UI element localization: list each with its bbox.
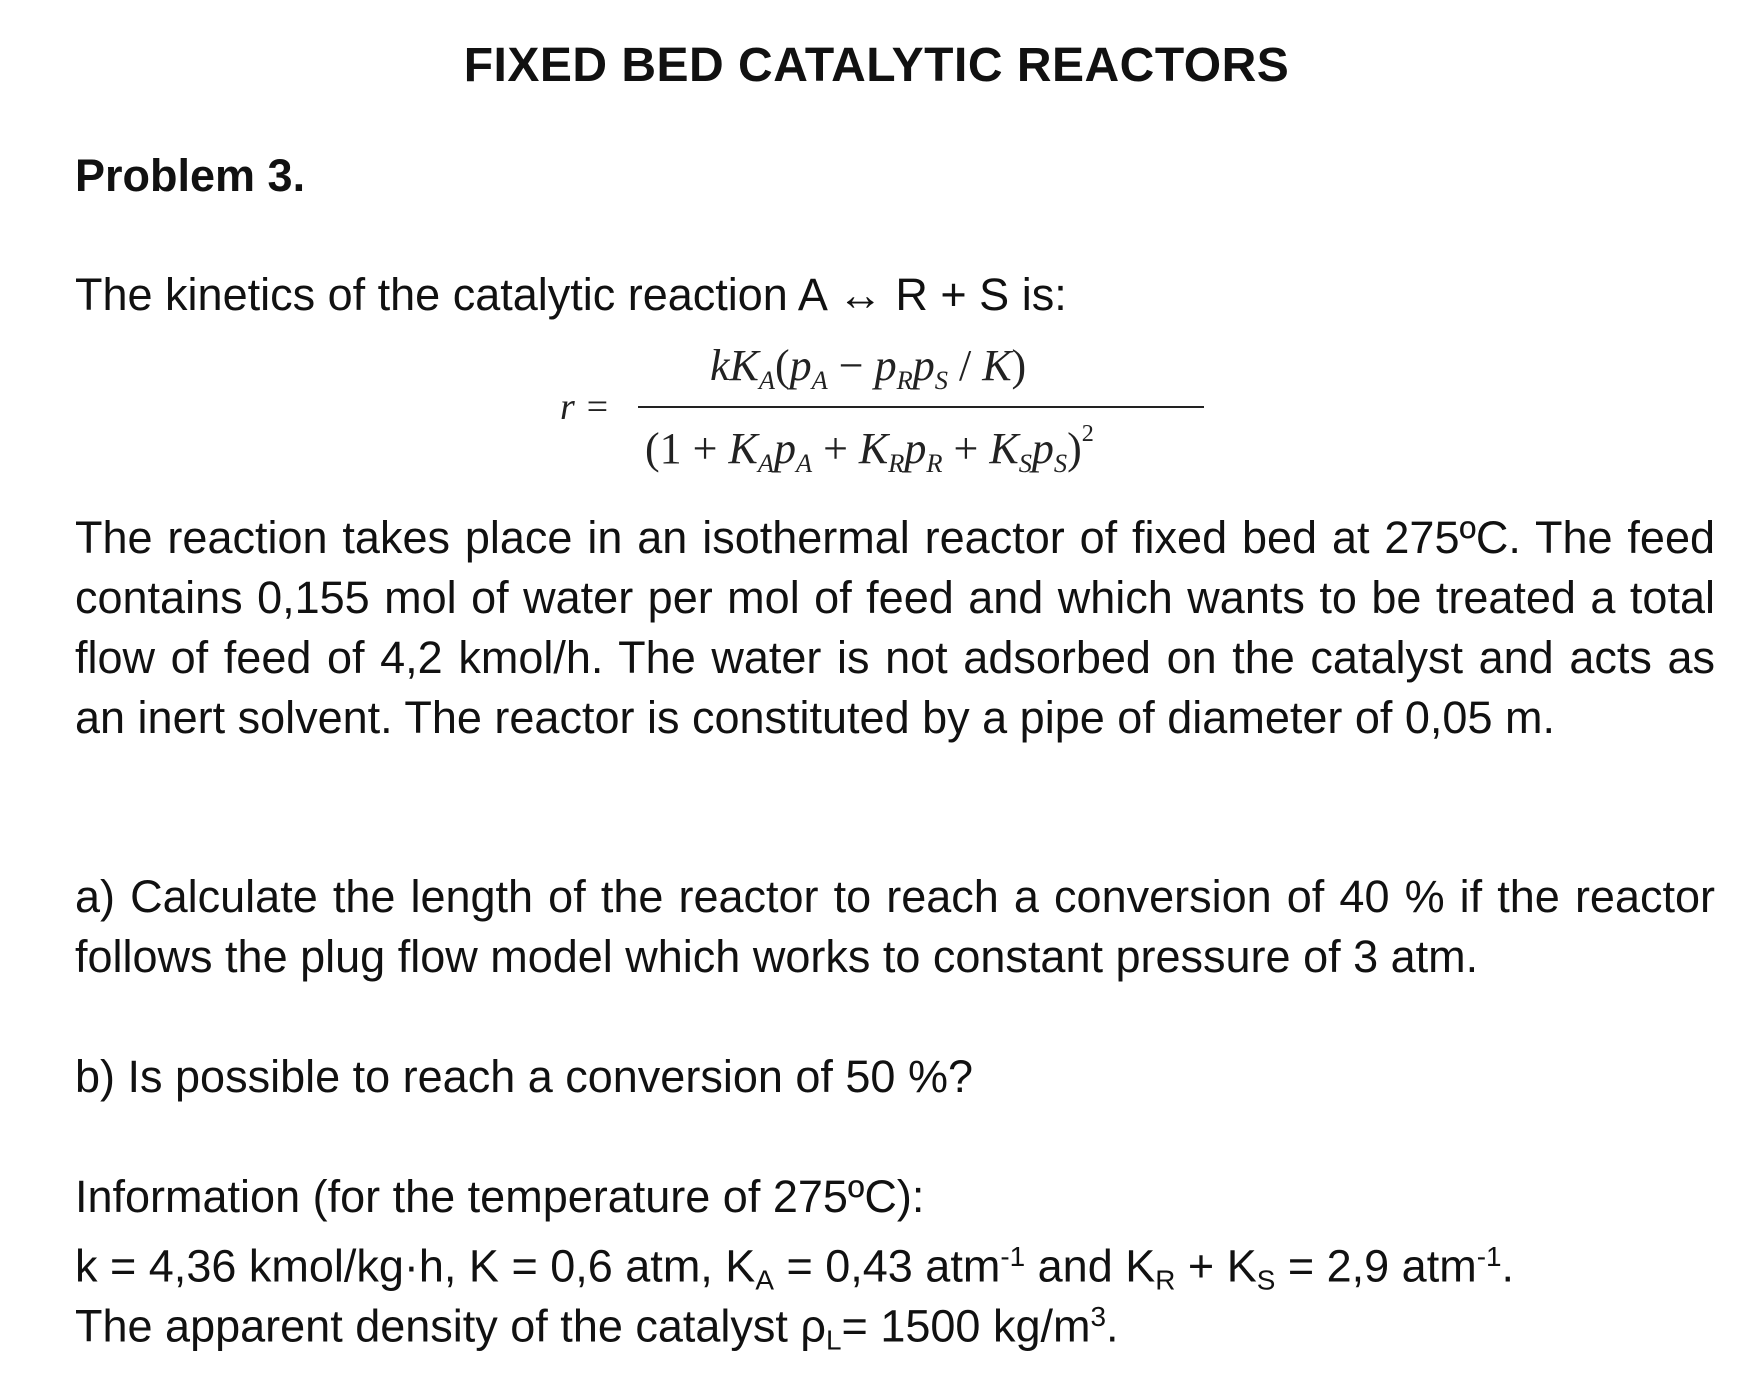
den-K-s: K (989, 423, 1019, 473)
info1-a-sub: A (755, 1264, 774, 1296)
equation-denominator (645, 420, 1094, 479)
info1-e-sup: -1 (1476, 1241, 1502, 1272)
rate-equation (560, 340, 1220, 490)
info1-a: k = 4,36 kmol/kg·h, K = 0,6 atm, K (75, 1240, 756, 1292)
num-p-s: p (912, 341, 935, 390)
den-K-r-sub: R (888, 448, 905, 478)
den-p-s: p (1031, 423, 1054, 473)
equation-lhs: r = (560, 386, 610, 428)
num-p-a: p (789, 341, 812, 390)
fraction-bar (638, 406, 1204, 408)
info1-e: = 2,9 atm (1275, 1240, 1477, 1292)
info1-b: = 0,43 atm (773, 1240, 1001, 1292)
num-p-r: p (874, 341, 897, 390)
den-plus-2: + (942, 423, 990, 473)
question-a: a) Calculate the length of the reactor to reach a conversion of 40 % if the reactor follows the plug flow model which works to constant pressure of 3 atm. (75, 871, 1715, 982)
problem-heading: Problem 3. (75, 150, 306, 201)
den-p-a-sub: A (795, 448, 813, 478)
info1-c-sub: R (1155, 1264, 1176, 1296)
den-plus-1: + (812, 423, 859, 473)
den-exponent: 2 (1081, 420, 1094, 447)
den-p-a: p (773, 423, 796, 473)
info2-b: = 1500 kg/m (841, 1300, 1091, 1352)
num-open-paren: ( (775, 341, 790, 390)
info2-b-sup: 3 (1090, 1301, 1106, 1332)
information-density (75, 1287, 1715, 1371)
info1-f: . (1501, 1240, 1515, 1292)
info1-d: + K (1175, 1240, 1257, 1292)
reaction-conditions-paragraph: The reaction takes place in an isothermal reactor of fixed bed at 275ºC. The feed contains 0,155 mol of water per mol of feed and which wants to be treated a total flow of feed of 4,2 kmol/h. The water is not adsorbed on the catalyst and acts as an inert solvent. The reactor is constituted by a pipe of diameter of 0,05 m. (75, 512, 1715, 743)
den-open: (1 + (645, 423, 729, 473)
question-b: b) Is possible to reach a conversion of 50 %? (75, 1051, 974, 1102)
den-K-r: K (858, 423, 889, 473)
equation-numerator (710, 340, 1026, 396)
den-p-s-sub: S (1053, 448, 1068, 478)
information-heading: Information (for the temperature of 275ºC): (75, 1171, 925, 1222)
num-K-eq: K (982, 341, 1012, 390)
page-title: FIXED BED CATALYTIC REACTORS (463, 39, 1290, 92)
den-close: ) (1067, 423, 1082, 473)
info2-a: The apparent density of the catalyst ρ (75, 1300, 827, 1352)
den-K-s-sub: S (1018, 448, 1032, 478)
num-slash: / (947, 341, 983, 390)
info2-c: . (1105, 1300, 1119, 1352)
num-minus: − (827, 341, 875, 390)
num-p-a-sub: A (811, 365, 828, 396)
num-close-paren: ) (1011, 341, 1027, 390)
num-p-r-sub: R (896, 365, 913, 396)
info2-a-sub: L (826, 1324, 842, 1356)
num-k: k (710, 341, 730, 390)
num-p-s-sub: S (934, 365, 948, 396)
den-p-r-sub: R (926, 448, 943, 478)
info1-b-sup: -1 (1000, 1241, 1026, 1272)
den-K-a-sub: A (757, 448, 774, 478)
num-K: K (729, 341, 759, 390)
den-p-r: p (904, 423, 927, 473)
info1-d-sub: S (1256, 1264, 1276, 1296)
num-K-sub: A (758, 365, 776, 396)
den-K-a: K (728, 423, 758, 473)
intro-text: The kinetics of the catalytic reaction A ↔ R + S is: (75, 269, 1067, 320)
info1-c: and K (1025, 1240, 1156, 1292)
